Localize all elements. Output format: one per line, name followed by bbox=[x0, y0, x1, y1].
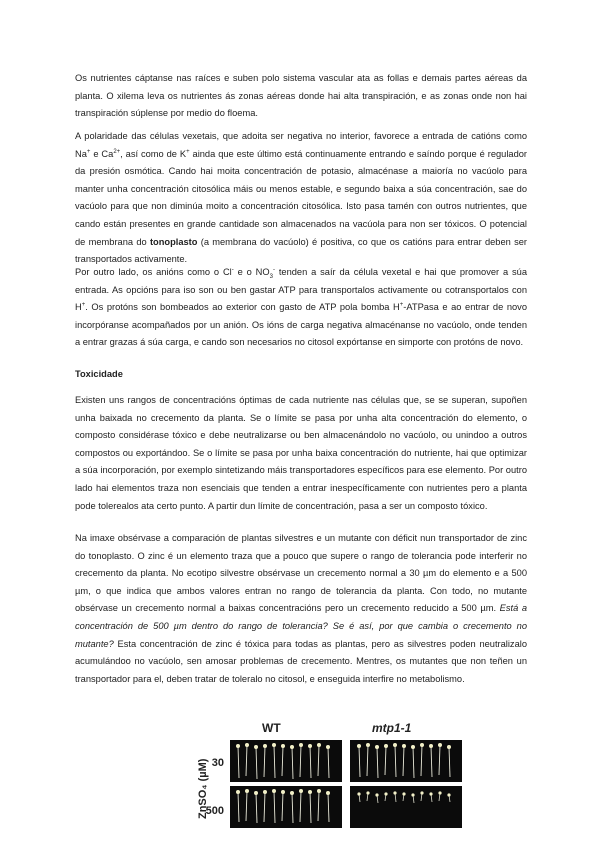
photo-wt-30 bbox=[230, 740, 342, 782]
term-tonoplasto: tonoplasto bbox=[149, 236, 198, 247]
photo-mutant-30 bbox=[350, 740, 462, 782]
paragraph-anions: Por outro lado, os anións como o Cl- e o $NO_3^-$ tenden a saír da célula vexetal e hai que promover a súa entrada. As opcións para iso son ou ben gastar ATP para transportalos activamente ou cotransportalos con H+. Os protóns son bombeados ao exterior con gasto de ATP pola bomba H+-ATPasa e ao entrar de novo incorpóranse acompañados por un anión. Os ións de carga negativa almacénanse no vacúolo, onde tenden a entrar grazas á súa carga, e cando son necesarios no citosol expórtanse en simporte con protóns de novo. bbox=[75, 266, 527, 348]
paragraph-zinc-figure: Na imaxe obsérvase a comparación de plantas silvestres e un mutante con déficit nun transportador de zinc do tonoplasto. O zinc é un elemento traza que a pouco que supere o rango de tolerancia pode interferir no crecemento da planta. No ecotipo silvestre obsérvase un crecemento normal a 30 µm do elemento e a 500 µm, o que indica que ambos valores entran no rango de tolerancia da planta. Con todo, no mutante obsérvase un crecemento normal a baixas concentracións pero un crecemento reducido a 500 µm. Está a concentración de 500 µm dentro do rango de tolerancia? Se é así, por que cambia o crecemento no mutante? Esta concentración de zinc é tóxica para todas as plantas, pero as silvestres poden neutralizalo acumulándoo no vacúolo, sen amosar problemas de crecemento. Mentres, os mutantes que non teñen un transportador para el, deben tratar de toleralo no citosol, e enseguida interfire no metabolismo. bbox=[75, 533, 528, 684]
figure-y-axis-label: ZnSO₄ (µM) bbox=[197, 758, 210, 820]
paragraph-polarity: A polaridade das células vexetais, que adoita ser negativa no interior, favorece a entrada de catións como Na+ e $Ca^{2+}$, así como de K+ ainda que este último está continuamente entrando e saíndo porque é regulador da presión osmótica. Cando hai moita concentración de potasio, almacénase a maioría no vacúolo para manter unha concentración citosólica máis ou menos estable, e segundo baixa a súa concentración, sae do vacúolo para que non diminúa moito a concentración citosólica. Isto pasa tamén con outros nutrientes, que cando están presentes en grande cantidade son almacenados na vacúola para non ser tóxicos. O potencial de membrana do tonoplasto (a membrana do vacúolo) é positiva, co que os catións para entrar deben ser transportados activamente. bbox=[75, 131, 528, 265]
figure-row-label-30: 30 bbox=[211, 757, 224, 769]
question-italic: Está a concentración de 500 µm dentro do rango de tolerancia? Se é así, por que cambia o crecemento no mutante? bbox=[75, 603, 528, 649]
section-heading-toxicidade: Toxicidade bbox=[75, 369, 123, 379]
figure-label-wt: WT bbox=[262, 721, 281, 735]
paragraph-toxicity: Existen uns rangos de concentracións óptimas de cada nutriente nas células que, se se superan, supoñen unha baixada no crecemento da planta. Se o límite se pasa por unha alta concentración do elemento, o composto considérase tóxico e debe neutralizarse ou ben almacenándolo no vacúolo, ou unindoo a outros compostos ou exportándoo. Se o límite se pasa por unha baixa concentración do nutriente, hai que optimizar a súa incorporación, por exemplo sintetizando máis transportadores específicos para ese elemento. Por outro lado hai elementos traza non esenciais que tenden a entrar inespecíficamente con nutrientes pero a planta pode tolerealos ata certo punto. A partir dun límite de concentración, pasa a ser un composto tóxico. bbox=[75, 395, 527, 511]
photo-wt-500 bbox=[230, 786, 342, 828]
seedling-figure bbox=[197, 720, 460, 830]
photo-mutant-500 bbox=[350, 786, 462, 828]
figure-row-label-500: 500 bbox=[205, 805, 224, 817]
figure-label-mutant: mtp1-1 bbox=[372, 721, 412, 735]
paragraph-nutrient-uptake: Os nutrientes cáptanse nas raíces e suben polo sistema vascular ata as follas e demais partes aéreas da planta. O xilema leva os nutrientes ás zonas aéreas donde hai alta transpiración, e as zonas onde non hai transpiración súplense por medio do floema. bbox=[75, 73, 527, 119]
